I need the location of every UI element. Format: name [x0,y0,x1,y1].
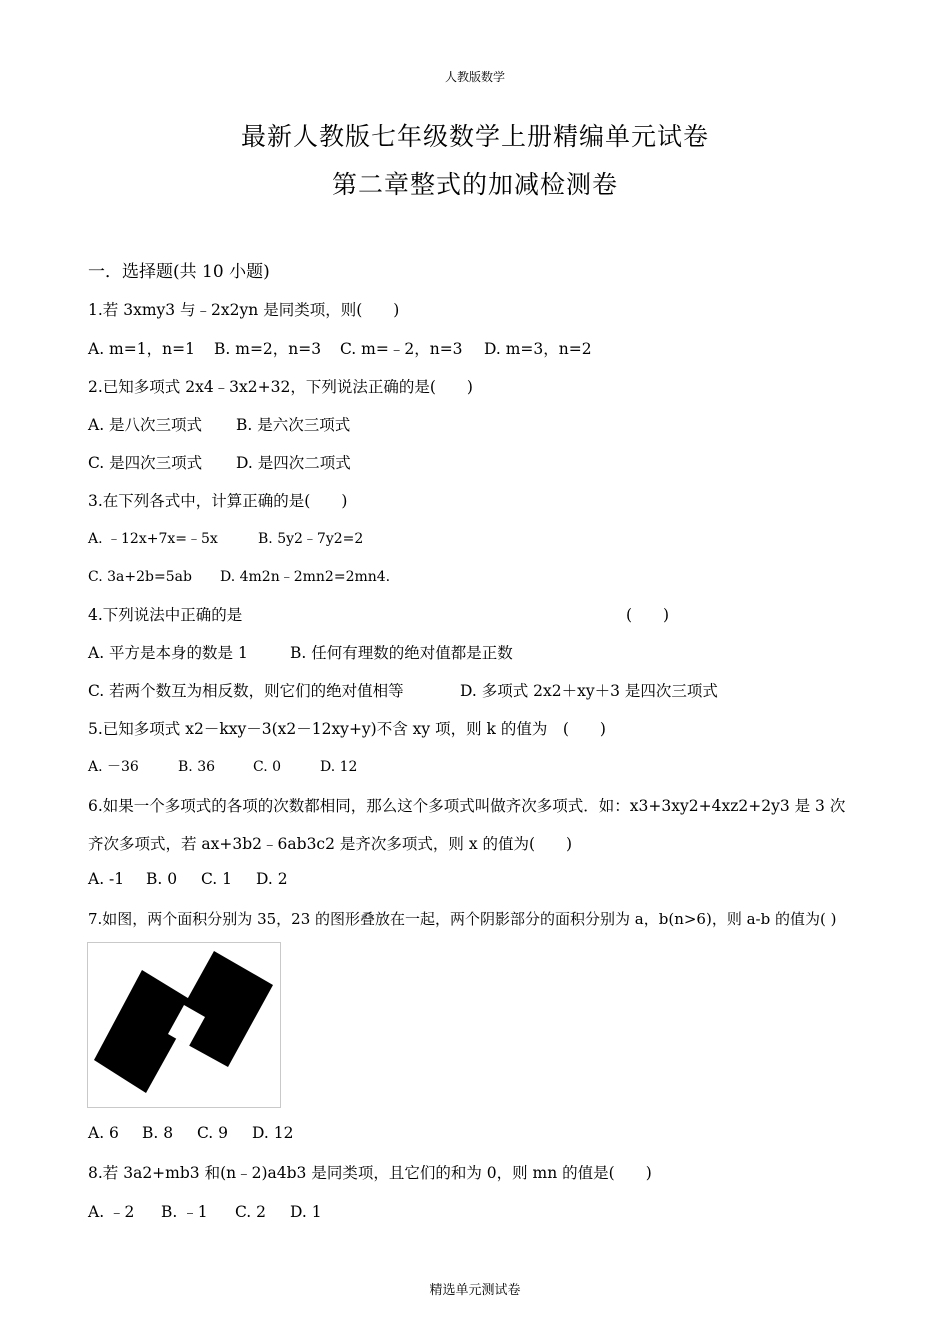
q3-option-c: C. 3a+2b=5ab [88,569,192,585]
q2-option-a: A. 是八次三项式 [88,416,203,434]
question-2-options-ab [88,413,350,435]
q5-option-c: C. 0 [253,759,282,775]
question-1-options [88,337,592,359]
q7-option-b: B. 8 [142,1124,174,1142]
question-3-options-ab [88,528,363,548]
q8-option-d: D. 1 [290,1203,322,1221]
q1-option-a: A. m=1，n=1 [88,340,195,358]
question-1-stem: 1.若 3xmy3 与﹣2x2yn 是同类项，则( ) [88,301,400,319]
overlapping-squares-figure [88,943,280,1107]
q7-option-a: A. 6 [88,1124,119,1142]
q4-option-d: D. 多项式 2x2＋xy＋3 是四次三项式 [460,682,718,700]
q4-option-a: A. 平方是本身的数是 1 [88,644,248,662]
question-4-options-ab [88,641,513,663]
question-7-stem: 7.如图，两个面积分别为 35，23 的图形叠放在一起，两个阴影部分的面积分别为 a，b(n>6)，则 a-b 的值为( ) [88,910,837,928]
document-title: 最新人教版七年级数学上册精编单元试卷 [240,122,709,151]
q8-option-b: B. ﹣1 [161,1203,208,1221]
q4-option-c: C. 若两个数互为相反数，则它们的绝对值相等 [88,682,404,700]
question-8-options [88,1200,322,1222]
question-7-options [88,1124,293,1142]
document-subtitle: 第二章整式的加减检测卷 [331,170,618,199]
page-header: 人教版数学 [444,70,505,84]
question-3-stem: 3.在下列各式中，计算正确的是( ) [88,492,348,510]
question-4-answer-paren: ( ) [626,606,670,624]
q6-option-b: B. 0 [146,870,178,888]
q2-option-d: D. 是四次二项式 [236,454,351,472]
q1-option-c: C. m=﹣2，n=3 [340,340,463,358]
question-3-options-cd [88,566,390,586]
q8-option-c: C. 2 [235,1203,267,1221]
question-4-options-cd [88,679,718,701]
question-6-stem-line1: 6.如果一个多项式的各项的次数都相同，那么这个多项式叫做齐次多项式．如：x3+3xy2+4xz2+2y3 是 3 次 [88,797,846,815]
q5-option-b: B. 36 [178,759,216,775]
question-2-stem: 2.已知多项式 2x4﹣3x2+32，下列说法正确的是( ) [88,378,473,396]
q1-option-b: B. m=2，n=3 [214,340,322,358]
q8-option-a: A. ﹣2 [88,1203,135,1221]
question-4-stem: 4.下列说法中正确的是 [88,606,243,624]
section-heading: 一．选择题(共 10 小题) [88,262,270,282]
q2-option-c: C. 是四次三项式 [88,454,203,472]
q6-option-a: A. -1 [88,870,125,888]
q6-option-d: D. 2 [256,870,288,888]
question-2-options-cd [88,451,351,473]
question-5-options [88,756,357,776]
question-7-figure [87,942,281,1108]
q1-option-d: D. m=3，n=2 [484,340,592,358]
q3-option-d: D. 4m2n﹣2mn2=2mn4. [220,569,391,585]
q5-option-a: A. －36 [88,759,139,775]
page-footer: 精选单元测试卷 [429,1283,521,1298]
question-6-stem-line2: 齐次多项式，若 ax+3b2﹣6ab3c2 是齐次多项式，则 x 的值为( ) [88,835,573,853]
q7-option-c: C. 9 [197,1124,229,1142]
question-6-options [88,870,288,888]
question-5-stem: 5.已知多项式 x2－kxy－3(x2－12xy+y)不含 xy 项，则 k 的值为 ( ) [88,720,606,738]
question-8-stem: 8.若 3a2+mb3 和(n﹣2)a4b3 是同类项，且它们的和为 0，则 mn 的值是( ) [88,1164,652,1182]
q5-option-d: D. 12 [320,759,358,775]
q6-option-c: C. 1 [201,870,233,888]
q3-option-b: B. 5y2﹣7y2=2 [258,531,364,547]
q7-option-d: D. 12 [252,1124,294,1142]
q3-option-a: A. ﹣12x+7x=﹣5x [88,531,218,547]
q2-option-b: B. 是六次三项式 [236,416,351,434]
q4-option-b: B. 任何有理数的绝对值都是正数 [290,644,513,662]
